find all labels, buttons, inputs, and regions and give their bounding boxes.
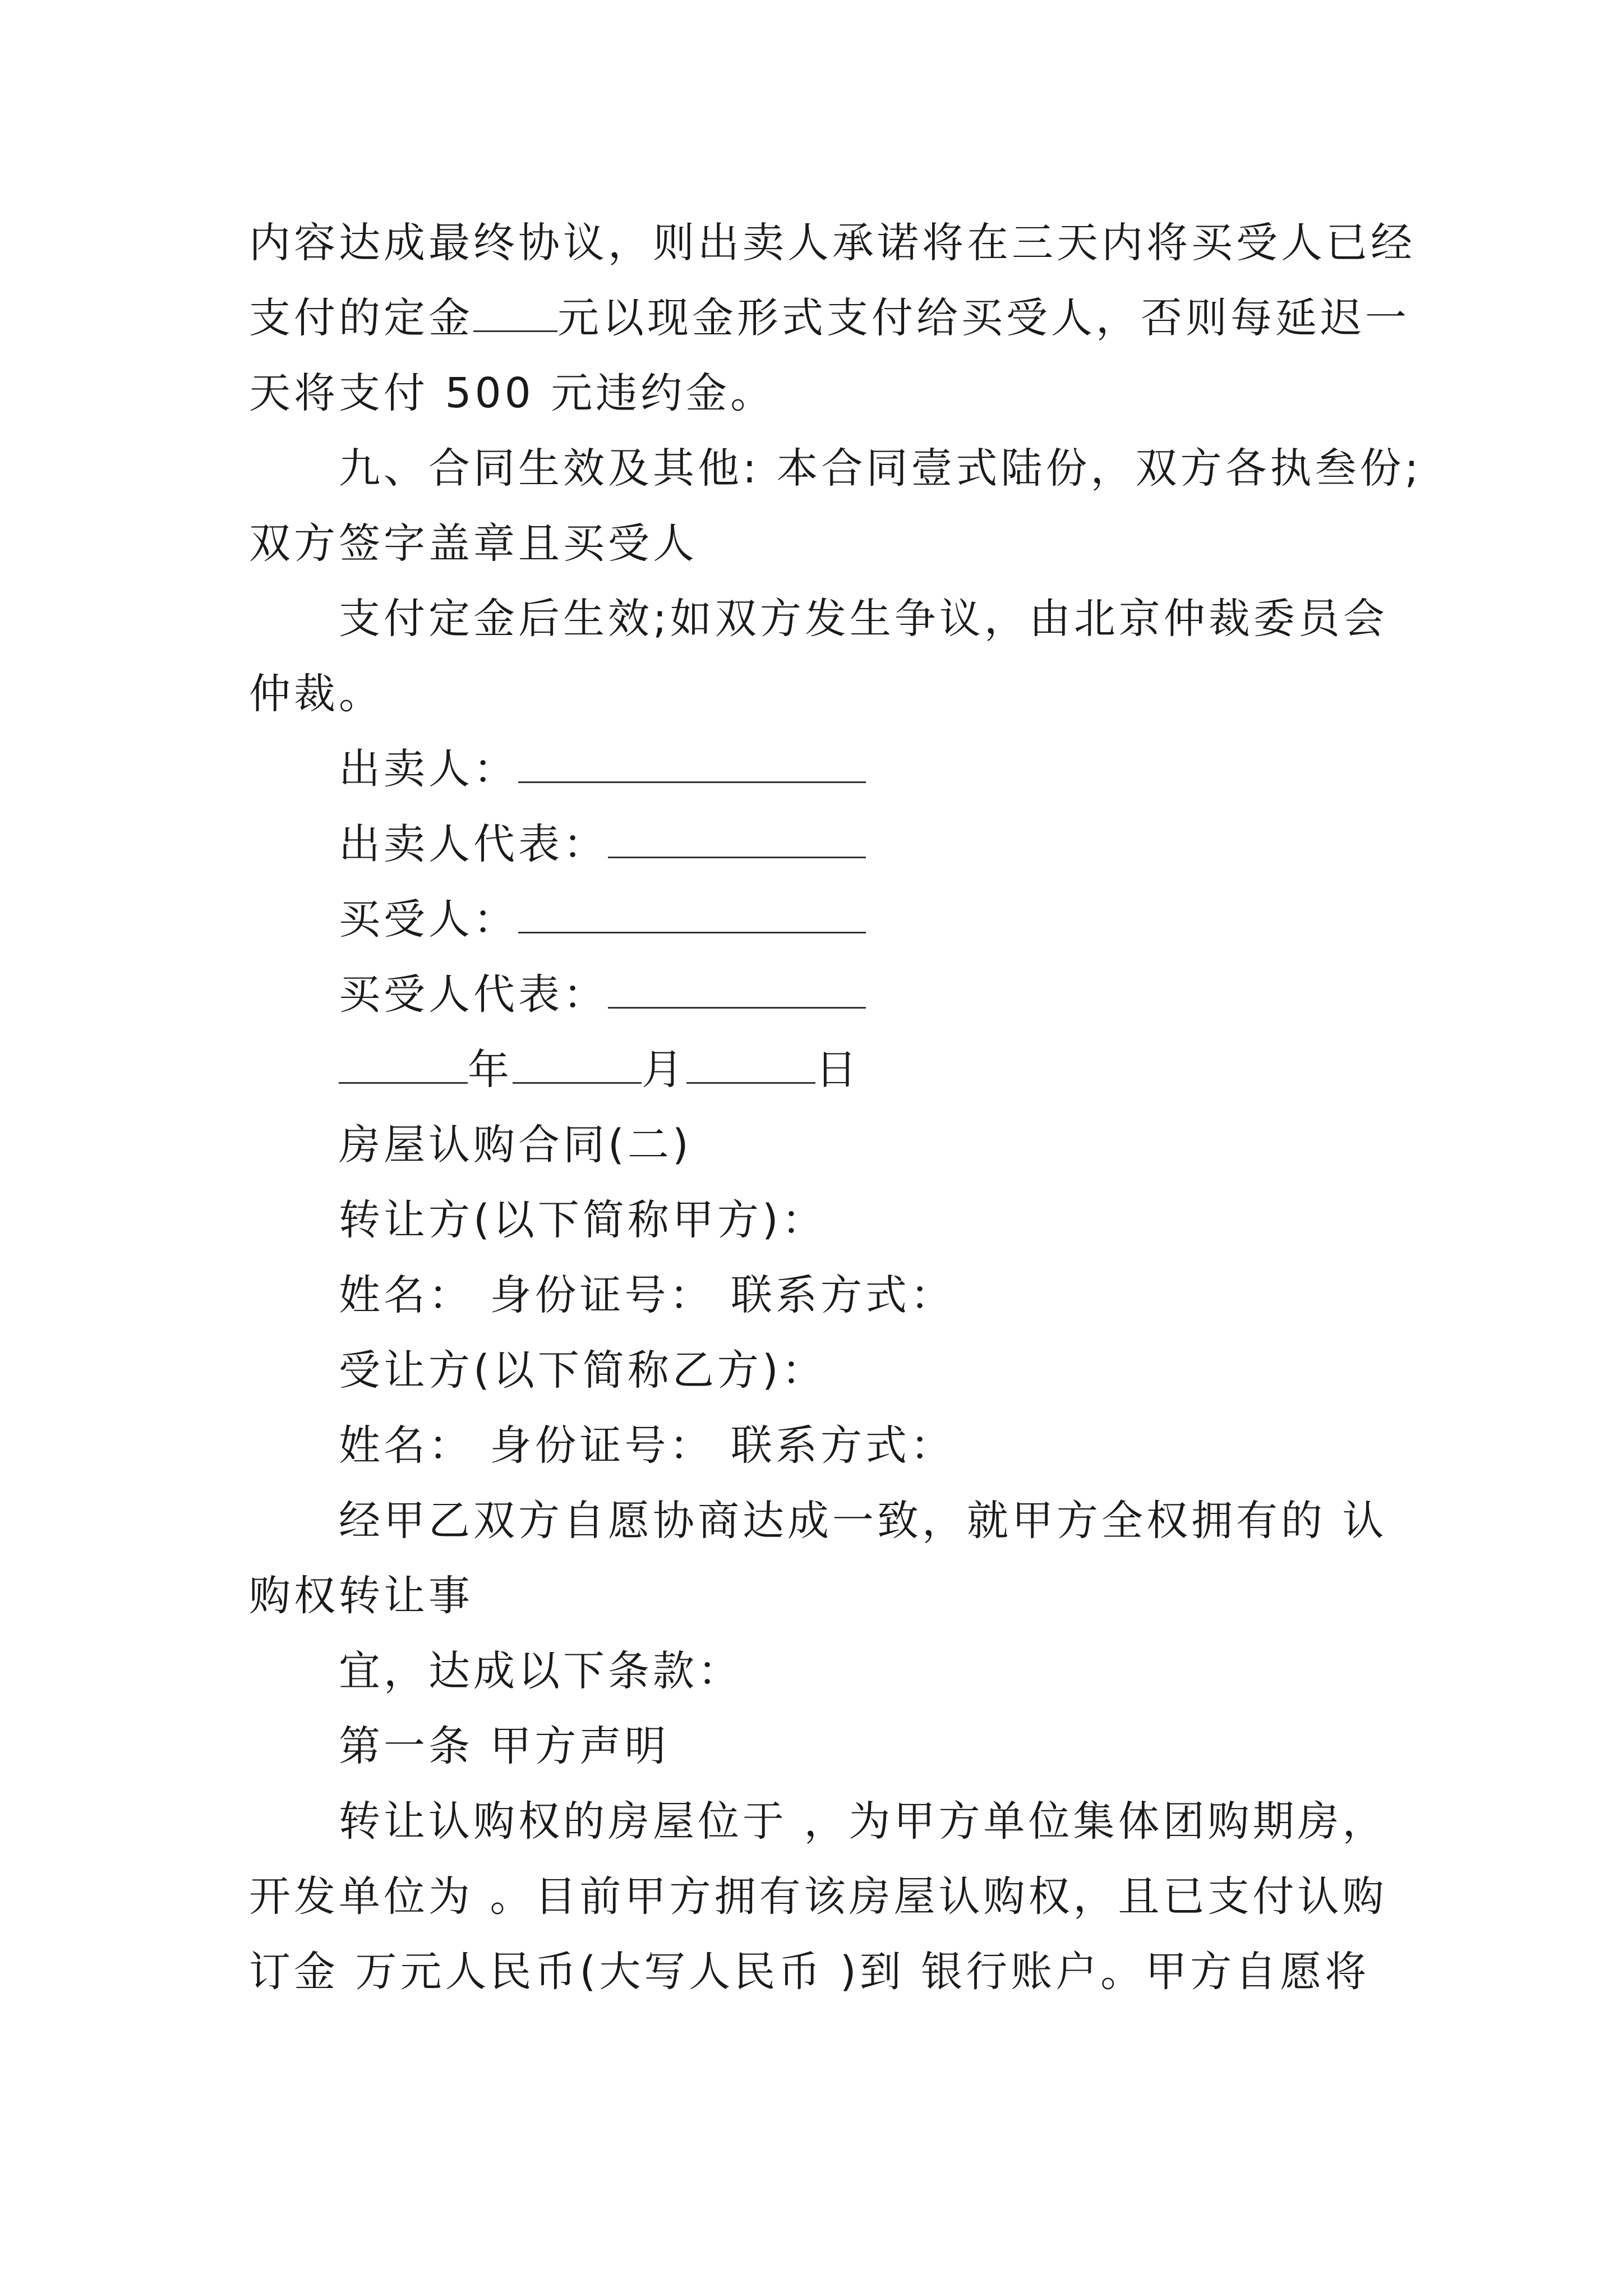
paragraph-text: 支付的定金: [249, 294, 473, 342]
blank-underline: [473, 291, 557, 332]
transferee-heading: 受让方(以下简称乙方)：: [339, 1346, 827, 1395]
month-blank: [513, 1043, 642, 1084]
seller-representative-label: 出卖人代表：: [339, 820, 608, 868]
buyer-representative-blank: [608, 968, 866, 1009]
seller-label: 出卖人：: [339, 745, 518, 793]
year-label: 年: [468, 1046, 513, 1094]
buyer-representative-line: [339, 964, 866, 1025]
paragraph-line: 双方签字盖章且买受人: [249, 519, 698, 568]
paragraph-text: 元以现金形式支付给买受人，否则每延迟一: [557, 294, 1410, 342]
paragraph-line: 仲裁。: [249, 670, 384, 718]
article-one-heading: 第一条 甲方声明: [339, 1722, 670, 1770]
seller-representative-line: [339, 813, 866, 875]
paragraph-line: 购权转让事: [249, 1572, 473, 1620]
paragraph-line: 宜，达成以下条款：: [339, 1647, 743, 1695]
seller-signature-line: [339, 738, 866, 800]
paragraph-line: 转让认购权的房屋位于 ，为甲方单位集体团购期房，: [339, 1797, 1387, 1846]
year-blank: [339, 1043, 468, 1084]
paragraph-line: [249, 287, 1410, 349]
buyer-blank: [518, 892, 866, 933]
transferor-heading: 转让方(以下简称甲方)：: [339, 1196, 827, 1244]
paragraph-line: 经甲乙双方自愿协商达成一致，就甲方全权拥有的 认: [339, 1497, 1387, 1545]
date-line: [339, 1039, 860, 1101]
paragraph-line: 内容达成最终协议，则出卖人承诺将在三天内将买受人已经: [249, 219, 1415, 267]
transferor-details: 姓名： 身份证号： 联系方式：: [339, 1271, 956, 1319]
buyer-signature-line: [339, 889, 866, 950]
day-blank: [686, 1043, 815, 1084]
transferee-details: 姓名： 身份证号： 联系方式：: [339, 1421, 956, 1470]
seller-representative-blank: [608, 817, 866, 858]
paragraph-line: 支付定金后生效;如双方发生争议，由北京仲裁委员会: [339, 595, 1388, 643]
seller-blank: [518, 742, 866, 783]
month-label: 月: [642, 1046, 686, 1094]
contract-title: 房屋认购合同(二): [339, 1121, 692, 1169]
paragraph-line: 订金 万元人民币(大写人民币 )到 银行账户。甲方自愿将: [249, 1948, 1370, 1996]
buyer-representative-label: 买受人代表：: [339, 970, 608, 1019]
paragraph-line: 开发单位为 。目前甲方拥有该房屋认购权，且已支付认购: [249, 1872, 1387, 1921]
clause-nine-heading: 九、合同生效及其他: 本合同壹式陆份，双方各执叁份;: [339, 444, 1422, 493]
paragraph-line: 天将支付 500 元违约金。: [249, 369, 776, 417]
day-label: 日: [815, 1046, 860, 1094]
buyer-label: 买受人：: [339, 895, 518, 944]
